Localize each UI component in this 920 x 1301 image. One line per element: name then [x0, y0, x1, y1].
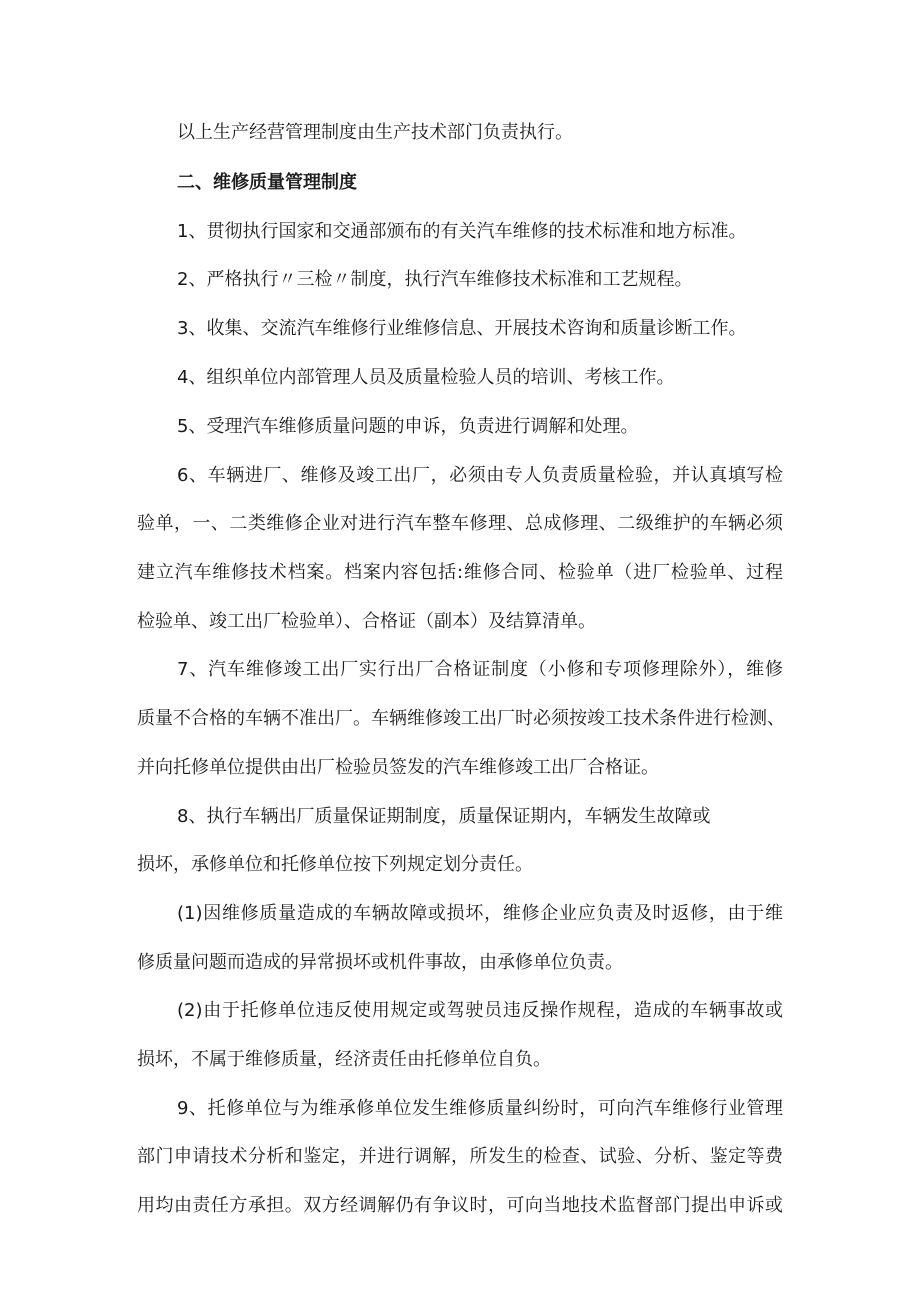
rule-item-6-line-2: 验单，一、二类维修企业对进行汽车整车修理、总成修理、二级维护的车辆必须 — [137, 513, 783, 534]
rule-item-7-line-1: 7、汽车维修竣工出厂实行出厂合格证制度（小修和专项修理除外），维修 — [177, 659, 783, 680]
rule-item-8-2-line-2: 损坏，不属于维修质量，经济责任由托修单位自负。 — [137, 1049, 551, 1070]
rule-item-8-1-line-2: 修质量问题而造成的异常损坏或机件事故，由承修单位负责。 — [137, 952, 623, 973]
rule-item-7-line-3: 并向托修单位提供由出厂检验员签发的汽车维修竣工出厂合格证。 — [137, 757, 659, 778]
rule-item-1: 1、贯彻执行国家和交通部颁布的有关汽车维修的技术标准和地方标准。 — [177, 221, 747, 242]
rule-item-3: 3、收集、交流汽车维修行业维修信息、开展技术咨询和质量诊断工作。 — [177, 318, 747, 339]
rule-item-8-line-1: 8、执行车辆出厂质量保证期制度，质量保证期内，车辆发生故障或 — [177, 806, 711, 827]
rule-item-4: 4、组织单位内部管理人员及质量检验人员的培训、考核工作。 — [177, 367, 675, 388]
section-title: 二、维修质量管理制度 — [177, 172, 357, 193]
rule-item-9-line-3: 用均由责任方承担。双方经调解仍有争议时，可向当地技术监督部门提出申诉或 — [137, 1195, 783, 1216]
rule-item-9-line-1: 9、托修单位与为维承修单位发生维修质量纠纷时，可向汽车维修行业管理 — [177, 1098, 783, 1119]
rule-item-6-line-3: 建立汽车维修技术档案。档案内容包括:维修合同、检验单（进厂检验单、过程 — [137, 562, 783, 583]
rule-item-8-line-2: 损坏，承修单位和托修单位按下列规定划分责任。 — [137, 854, 533, 875]
rule-item-8-2-line-1: (2)由于托修单位违反使用规定或驾驶员违反操作规程，造成的车辆事故或 — [177, 1000, 783, 1021]
rule-item-2: 2、严格执行〃三检〃制度，执行汽车维修技术标准和工艺规程。 — [177, 269, 693, 290]
rule-item-7-line-2: 质量不合格的车辆不准出厂。车辆维修竣工出厂时必须按竣工技术条件进行检测、 — [137, 708, 785, 729]
rule-item-6-line-4: 检验单、竣工出厂检验单）、合格证（副本）及结算清单。 — [137, 611, 596, 632]
rule-item-6-line-1: 6、车辆进厂、维修及竣工出厂，必须由专人负责质量检验，并认真填写检 — [177, 465, 783, 486]
intro-paragraph: 以上生产经营管理制度由生产技术部门负责执行。 — [177, 122, 573, 143]
rule-item-5: 5、受理汽车维修质量问题的申诉，负责进行调解和处理。 — [177, 416, 639, 437]
rule-item-9-line-2: 部门申请技术分析和鉴定，并进行调解，所发生的检查、试验、分析、鉴定等费 — [137, 1146, 783, 1167]
rule-item-8-1-line-1: (1)因维修质量造成的车辆故障或损坏，维修企业应负责及时返修，由于维 — [177, 903, 783, 924]
